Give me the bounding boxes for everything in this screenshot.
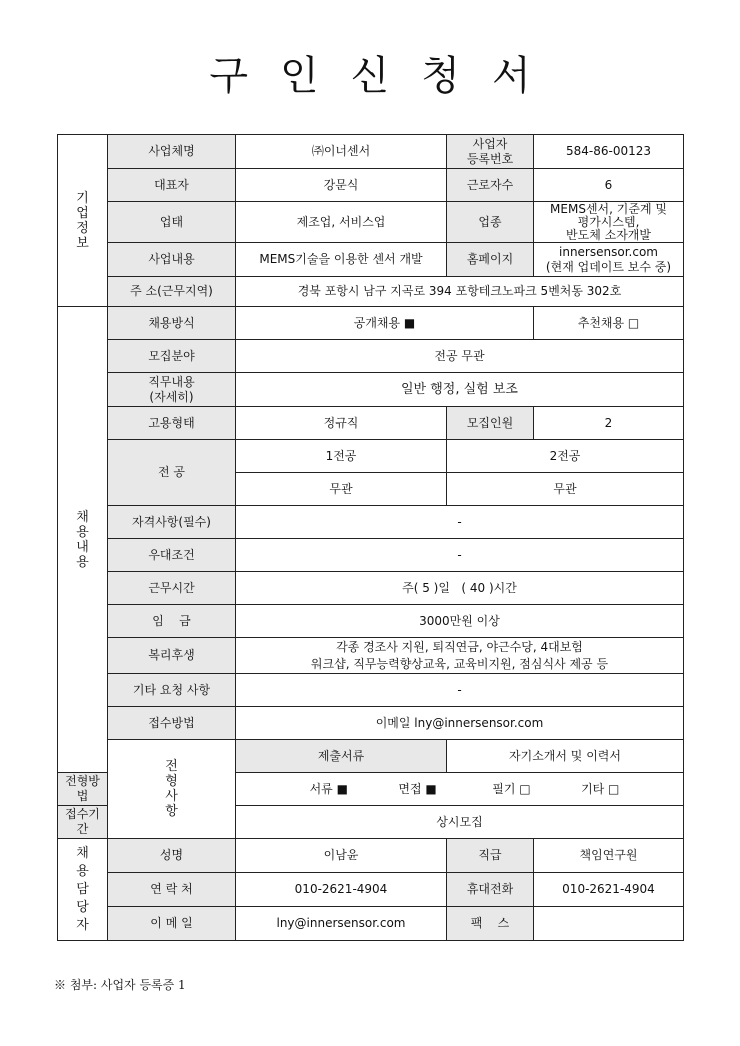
contact-fax-label: 팩 스 xyxy=(447,907,534,941)
employees-label: 근로자수 xyxy=(447,169,534,202)
screening-method-label: 전형방법 xyxy=(58,773,108,806)
employment-type-value: 정규직 xyxy=(236,407,447,440)
other-request-label: 기타 요청 사항 xyxy=(108,674,236,707)
section-contact-person: 채 용 담 당 자 xyxy=(58,839,108,941)
application-method-label: 접수방법 xyxy=(108,707,236,740)
qualification-label: 자격사항(필수) xyxy=(108,506,236,539)
contact-name-label: 성명 xyxy=(108,839,236,873)
contact-position-label: 직급 xyxy=(447,839,534,873)
page-title: 구인신청서 xyxy=(209,53,563,99)
job-duty-label: 직무내용 (자세히) xyxy=(108,373,236,407)
company-name-value: ㈜이너센서 xyxy=(236,135,447,169)
contact-mobile-value: 010-2621-4904 xyxy=(534,873,684,907)
preference-label: 우대조건 xyxy=(108,539,236,572)
application-period-value: 상시모집 xyxy=(236,806,684,839)
qualification-value: - xyxy=(236,506,684,539)
preference-value: - xyxy=(236,539,684,572)
attachment-footnote: ※ 첨부: 사업자 등록증 1 xyxy=(54,978,186,992)
other-request-value: - xyxy=(236,674,684,707)
headcount-value: 2 xyxy=(534,407,684,440)
employment-type-label: 고용형태 xyxy=(108,407,236,440)
work-hours-value: 주( 5 )일 ( 40 )시간 xyxy=(236,572,684,605)
welfare-value: 각종 경조사 지원, 퇴직연금, 야근수당, 4대보험 워크샵, 직무능력향상교육, 교육비지원, 점심식사 제공 등 xyxy=(236,638,684,674)
job-duty-value: 일반 행정, 실험 보조 xyxy=(236,373,684,407)
hiring-method-referral: 추천채용 □ xyxy=(534,307,684,340)
industry-label: 업종 xyxy=(447,202,534,243)
screening-docs-option: 서류 ■ xyxy=(309,781,348,796)
hiring-method-label: 채용방식 xyxy=(108,307,236,340)
major-label: 전 공 xyxy=(108,440,236,506)
documents-value: 자기소개서 및 이력서 xyxy=(447,740,684,773)
business-description-value: MEMS기술을 이용한 센서 개발 xyxy=(236,243,447,277)
industry-value: MEMS센서, 기준계 및 평가시스템, 반도체 소자개발 xyxy=(534,202,684,243)
contact-fax-value xyxy=(534,907,684,941)
screening-interview-option: 면접 ■ xyxy=(398,781,437,796)
contact-phone-label: 연 락 처 xyxy=(108,873,236,907)
contact-position-value: 책임연구원 xyxy=(534,839,684,873)
contact-email-value: lny@innersensor.com xyxy=(236,907,447,941)
homepage-label: 홈페이지 xyxy=(447,243,534,277)
ceo-value: 강문식 xyxy=(236,169,447,202)
section-screening: 전 형 사 항 xyxy=(108,740,236,839)
employees-value: 6 xyxy=(534,169,684,202)
wage-label: 임 금 xyxy=(108,605,236,638)
business-description-label: 사업내용 xyxy=(108,243,236,277)
major1-value: 무관 xyxy=(236,473,447,506)
wage-value: 3000만원 이상 xyxy=(236,605,684,638)
work-hours-label: 근무시간 xyxy=(108,572,236,605)
application-form xyxy=(57,134,684,941)
recruit-field-label: 모집분야 xyxy=(108,340,236,373)
application-period-label: 접수기간 xyxy=(58,806,108,839)
address-label: 주 소(근무지역) xyxy=(108,277,236,307)
section-recruitment: 채 용 내 용 xyxy=(58,307,108,773)
major1-label: 1전공 xyxy=(236,440,447,473)
application-method-value: 이메일 lny@innersensor.com xyxy=(236,707,684,740)
major2-value: 무관 xyxy=(447,473,684,506)
headcount-label: 모집인원 xyxy=(447,407,534,440)
section-company-info: 기 업 정 보 xyxy=(58,135,108,307)
registration-number-label: 사업자 등록번호 xyxy=(447,135,534,169)
recruit-field-value: 전공 무관 xyxy=(236,340,684,373)
business-type-value: 제조업, 서비스업 xyxy=(236,202,447,243)
contact-email-label: 이 메 일 xyxy=(108,907,236,941)
major2-label: 2전공 xyxy=(447,440,684,473)
homepage-value: innersensor.com (현재 업데이트 보수 중) xyxy=(534,243,684,277)
screening-written-option: 필기 □ xyxy=(492,781,531,796)
ceo-label: 대표자 xyxy=(108,169,236,202)
address-value: 경북 포항시 남구 지곡로 394 포항테크노파크 5벤처동 302호 xyxy=(236,277,684,307)
registration-number-value: 584-86-00123 xyxy=(534,135,684,169)
contact-name-value: 이남윤 xyxy=(236,839,447,873)
welfare-label: 복리후생 xyxy=(108,638,236,674)
hiring-method-open: 공개채용 ■ xyxy=(236,307,534,340)
company-name-label: 사업체명 xyxy=(108,135,236,169)
contact-mobile-label: 휴대전화 xyxy=(447,873,534,907)
screening-other-option: 기타 □ xyxy=(581,781,620,796)
business-type-label: 업태 xyxy=(108,202,236,243)
documents-label: 제출서류 xyxy=(236,740,447,773)
contact-phone-value: 010-2621-4904 xyxy=(236,873,447,907)
screening-method-options xyxy=(236,773,684,806)
